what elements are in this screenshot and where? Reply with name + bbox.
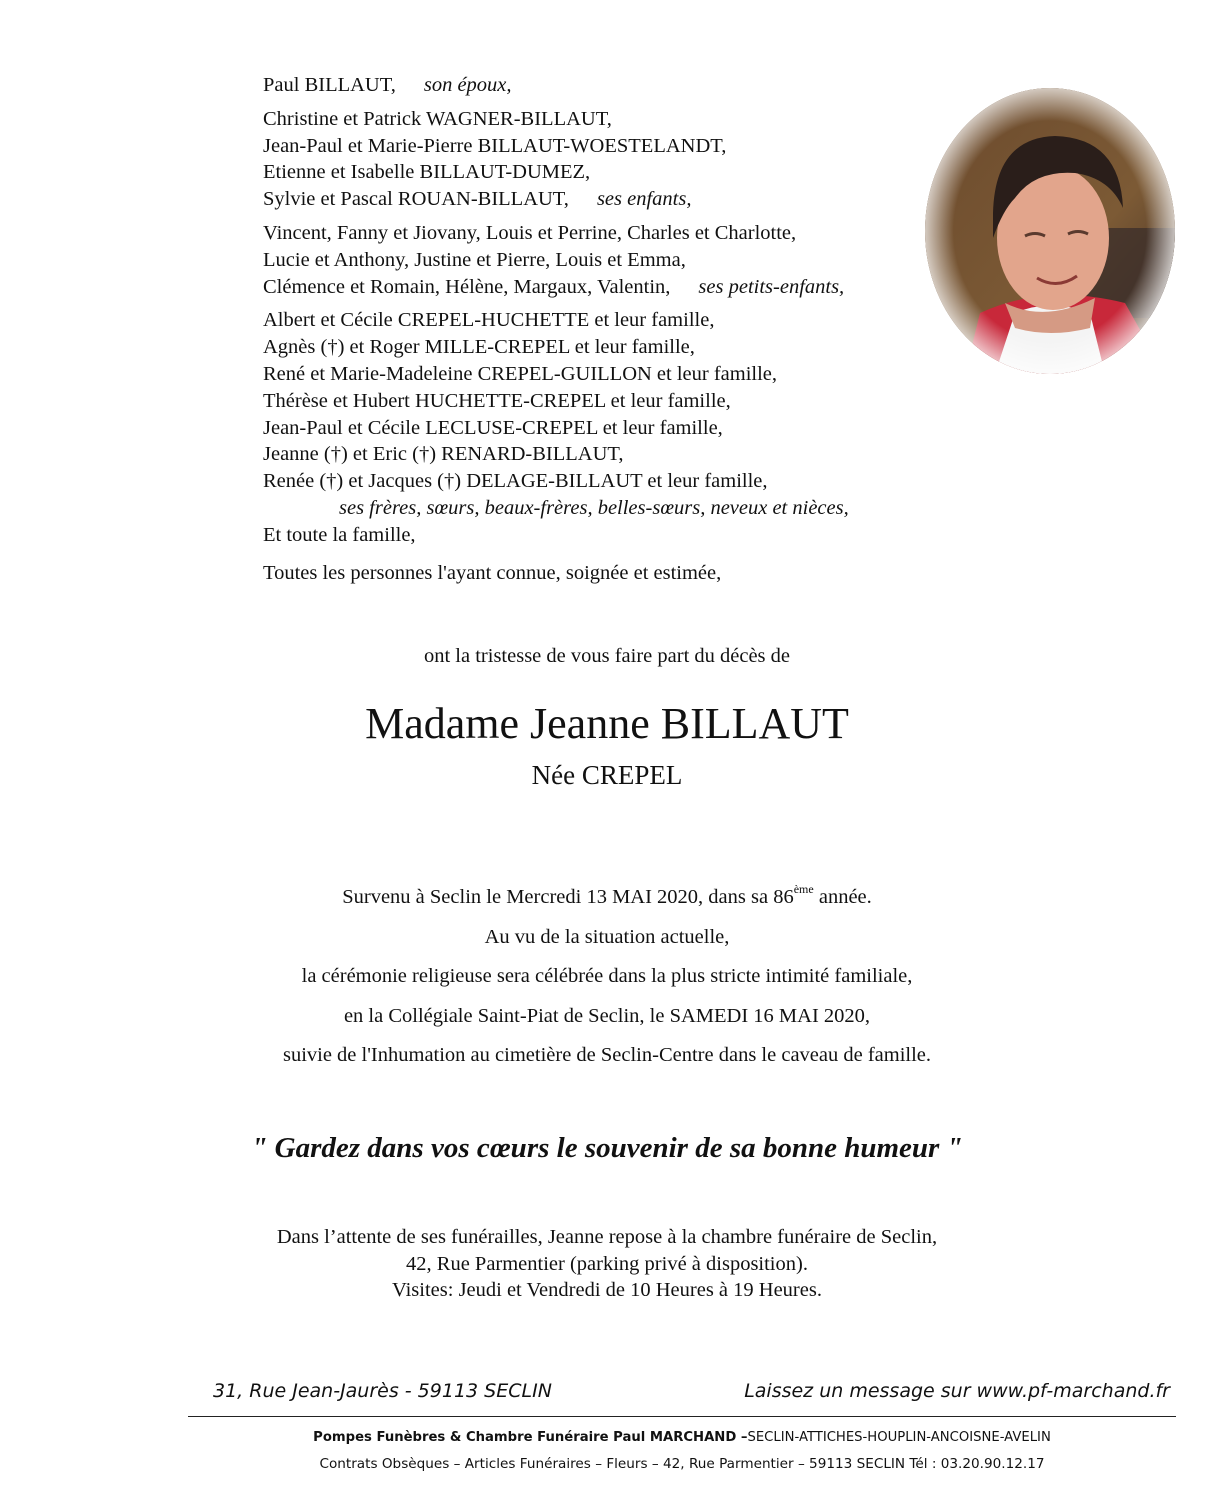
deceased-name: Madame Jeanne BILLAUT — [365, 699, 849, 748]
family-line: Jeanne (†) et Eric (†) RENARD-BILLAUT, — [263, 443, 624, 466]
footer-divider — [188, 1416, 1176, 1417]
family-name: Clémence et Romain, Hélène, Margaux, Valentin, — [263, 275, 671, 298]
family-line: Vincent, Fanny et Jiovany, Louis et Perrine, Charles et Charlotte, — [263, 221, 797, 244]
family-line: Albert et Cécile CREPEL-HUCHETTE et leur famille, — [263, 309, 715, 332]
family-name: Sylvie et Pascal ROUAN-BILLAUT, — [263, 188, 569, 211]
death-date-line: Survenu à Seclin le Mercredi 13 MAI 2020, dans sa 86ème année. — [342, 882, 872, 908]
family-role: ses frères, sœurs, beaux-frères, belles-sœurs, neveux et nièces, — [339, 496, 849, 519]
family-role: son époux, — [423, 74, 512, 96]
family-line: Renée (†) et Jacques (†) DELAGE-BILLAUT et leur famille, — [263, 470, 768, 493]
footer-message-link[interactable]: Laissez un message sur www.pf-marchand.fr — [744, 1380, 1170, 1402]
family-line — [263, 72, 849, 99]
funeral-home-info — [0, 1224, 1214, 1304]
family-line: Agnès (†) et Roger MILLE-CREPEL et leur famille, — [263, 336, 695, 359]
funeral-line: Visites: Jeudi et Vendredi de 10 Heures à 19 Heures. — [392, 1279, 822, 1301]
maiden-name: Née CREPEL — [531, 760, 683, 790]
company-name: Pompes Funèbres & Chambre Funéraire Paul MARCHAND –SECLIN-ATTICHES-HOUPLIN-ANCOISNE-AVELIN — [313, 1430, 1051, 1445]
portrait-photo — [925, 88, 1175, 374]
family-line — [263, 186, 849, 213]
family-list — [263, 72, 849, 586]
details-line: en la Collégiale Saint-Piat de Seclin, le SAMEDI 16 MAI 2020, — [343, 1004, 871, 1027]
family-line: Etienne et Isabelle BILLAUT-DUMEZ, — [263, 161, 591, 184]
ceremony-details — [0, 870, 1214, 1076]
funeral-line: 42, Rue Parmentier (parking privé à disposition). — [406, 1252, 808, 1275]
details-line: suivie de l'Inhumation au cimetière de Seclin-Centre dans le caveau de famille. — [282, 1044, 932, 1066]
family-line: Jean-Paul et Cécile LECLUSE-CREPEL et leur famille, — [263, 416, 723, 439]
family-role: ses petits-enfants, — [698, 275, 845, 298]
details-line: Au vu de la situation actuelle, — [484, 925, 730, 948]
family-role: ses enfants, — [596, 188, 692, 211]
portrait-photo-image — [925, 88, 1175, 374]
family-line: René et Marie-Madeleine CREPEL-GUILLON et leur famille, — [263, 362, 778, 385]
family-line: Christine et Patrick WAGNER-BILLAUT, — [263, 107, 612, 130]
family-line — [263, 274, 849, 301]
family-line: Et toute la famille, — [263, 523, 416, 546]
announcement-text: ont la tristesse de vous faire part du décès de — [423, 645, 791, 667]
company-services: Contrats Obsèques – Articles Funéraires – Fleurs – 42, Rue Parmentier – 59113 SECLIN Tél : 03.20.90.12.17 — [319, 1456, 1045, 1472]
memorial-quote: " Gardez dans vos cœurs le souvenir de sa bonne humeur " — [251, 1132, 963, 1164]
family-line: Lucie et Anthony, Justine et Pierre, Louis et Emma, — [263, 248, 686, 271]
family-line: Thérèse et Hubert HUCHETTE-CREPEL et leur famille, — [263, 389, 731, 412]
footer-address: 31, Rue Jean-Jaurès - 59113 SECLIN — [213, 1380, 552, 1402]
family-line: Jean-Paul et Marie-Pierre BILLAUT-WOESTELANDT, — [263, 134, 727, 157]
family-name: Paul BILLAUT, — [263, 74, 396, 96]
details-line: la cérémonie religieuse sera célébrée dans la plus stricte intimité familiale, — [301, 965, 913, 987]
family-line: Toutes les personnes l'ayant connue, soignée et estimée, — [263, 561, 722, 584]
funeral-line: Dans l’attente de ses funérailles, Jeanne repose à la chambre funéraire de Seclin, — [276, 1226, 938, 1248]
